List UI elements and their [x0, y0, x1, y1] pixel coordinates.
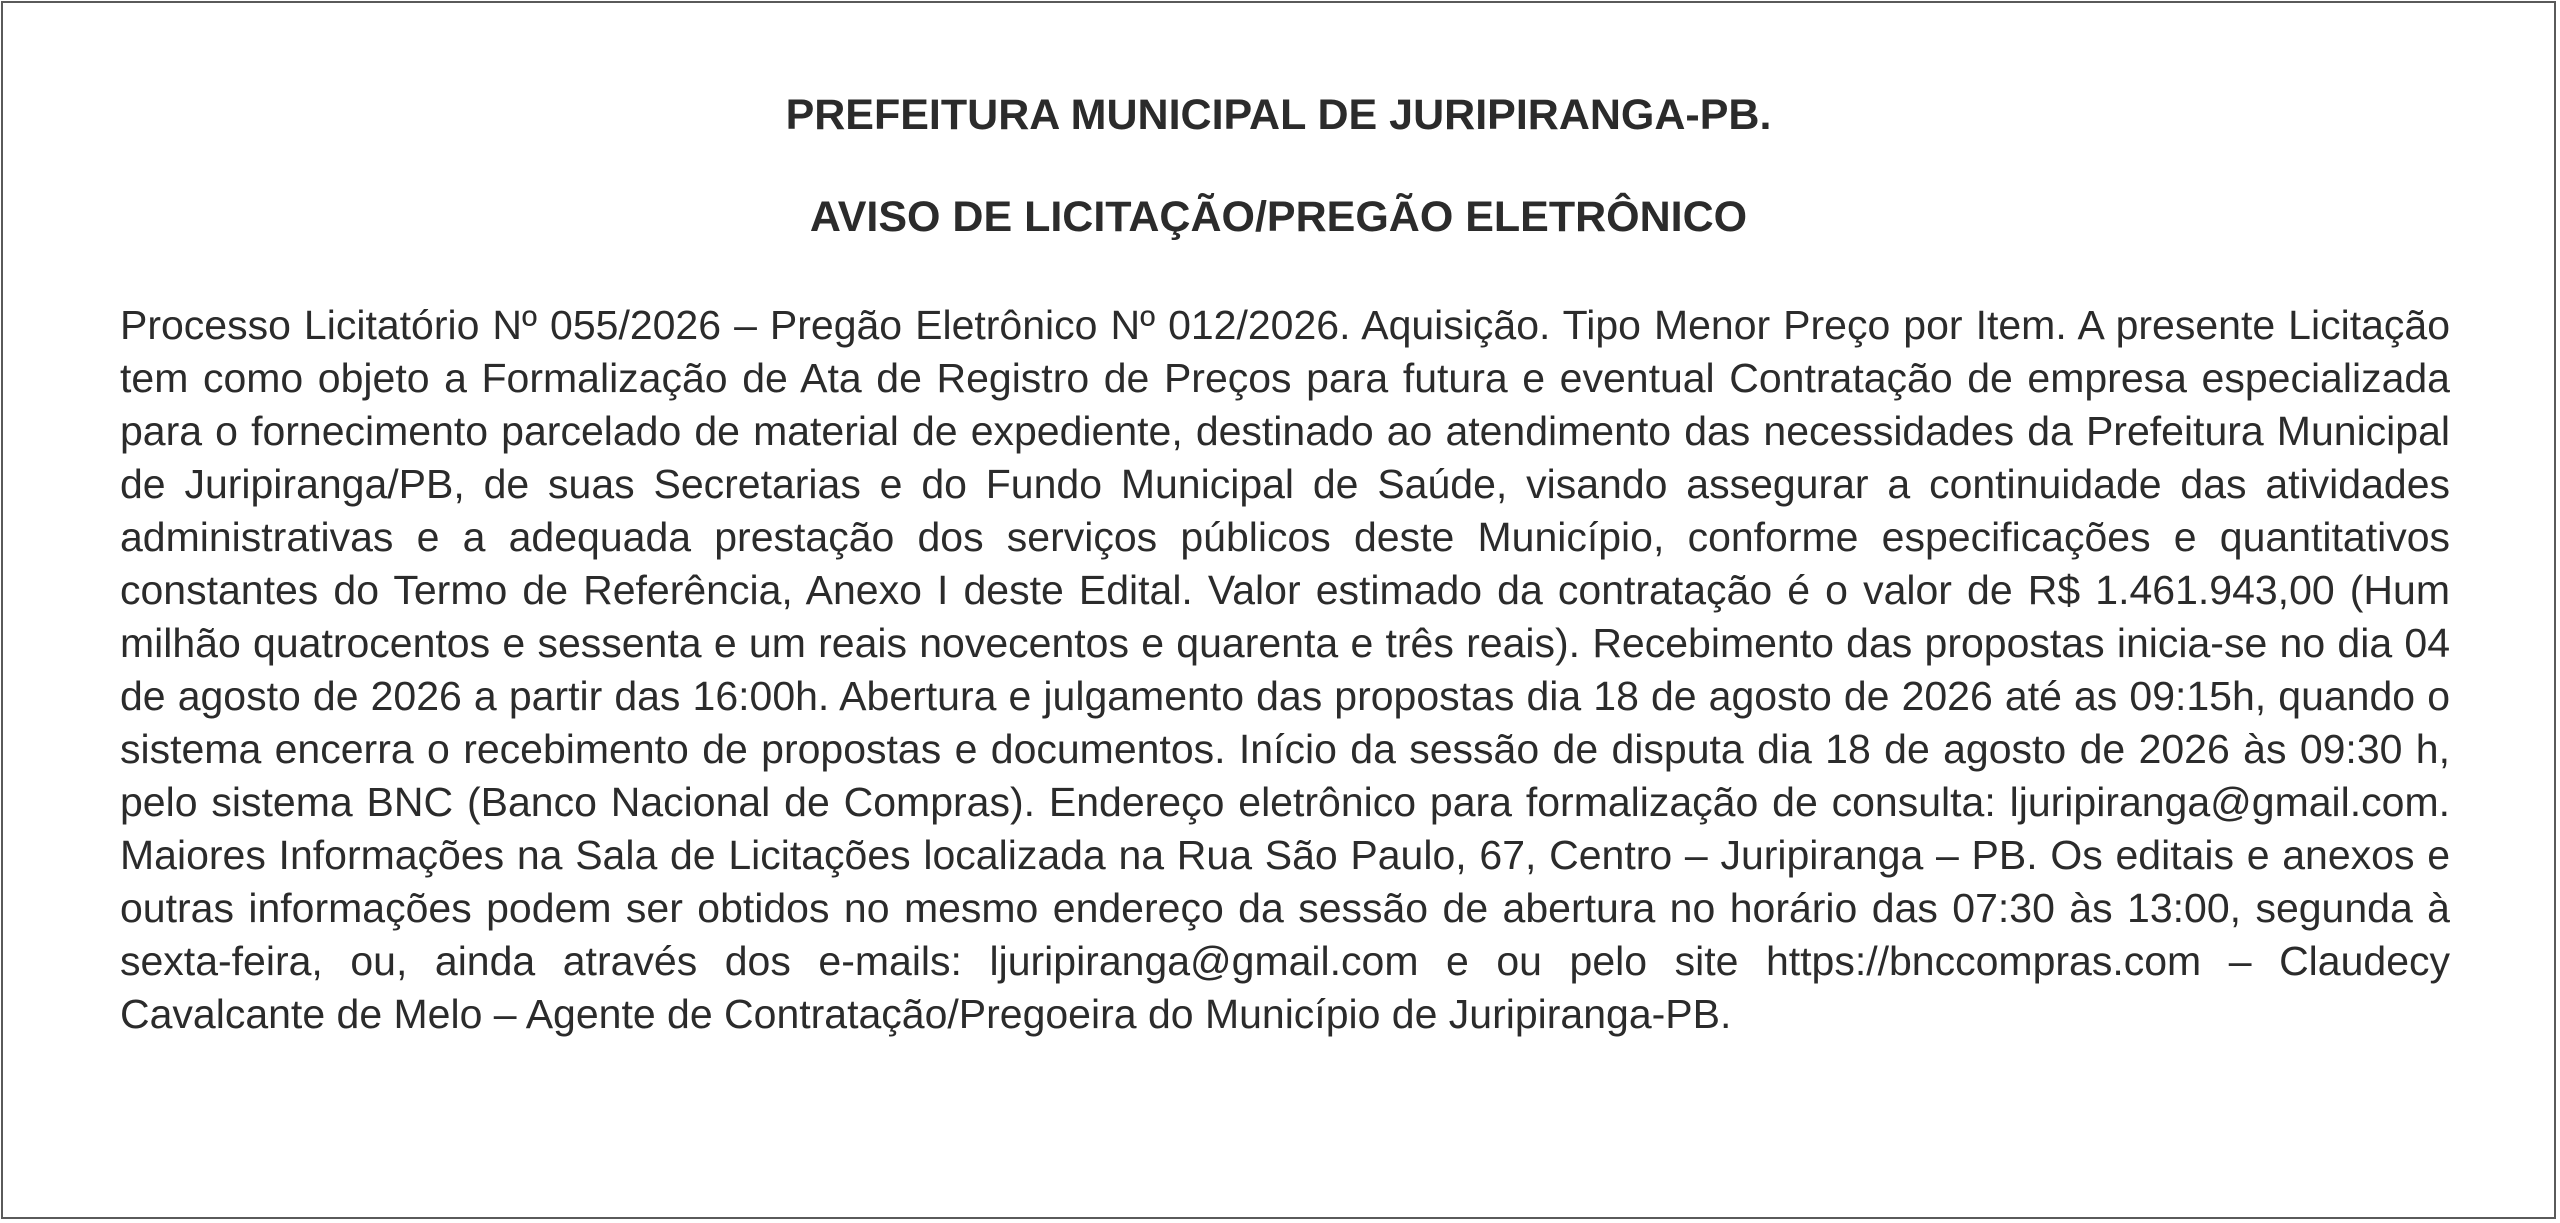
notice-frame — [1, 1, 2556, 1219]
notice-body: Processo Licitatório Nº 055/2026 – Pregão Eletrônico Nº 012/2026. Aquisição. Tipo Menor Preço por Item. A presente Licitação tem como objeto a Formalização de Ata de Registro de Preços para futura e eventual Contratação de empresa especializada para o fornecimento parcelado de material de expediente, destinado ao atendimento das necessidades da Prefeitura Municipal de Juripiranga/PB, de suas Secretarias e do Fundo Municipal de Saúde, visando assegurar a continuidade das atividades administrativas e a adequada prestação dos serviços públicos deste Município, conforme especificações e quantitativos constantes do Termo de Referência, Anexo I deste Edital. Valor estimado da contratação é o valor de R$ 1.461.943,00 (Hum milhão quatrocentos e sessenta e um reais novecentos e quarenta e três reais). Recebimento das propostas inicia-se no dia 04 de agosto de 2026 a partir das 16:00h. Abertura e julgamento das propostas dia 18 de agosto de 2026 até as 09:15h, quando o sistema encerra o recebimento de propostas e documentos. Início da sessão de disputa dia 18 de agosto de 2026 às 09:30 h, pelo sistema BNC (Banco Nacional de Compras). Endereço eletrônico para formalização de consulta: ljuripiranga@gmail.com. Maiores Informações na Sala de Licitações localizada na Rua São Paulo, 67, Centro – Juripiranga – PB. Os editais e anexos e outras informações podem ser obtidos no mesmo endereço da sessão de abertura no horário das 07:30 às 13:00, segunda à sexta-feira, ou, ainda através dos e-mails: ljuripiranga@gmail.com e ou pelo site https://bnccompras.com – Claudecy Cavalcante de Melo – Agente de Contratação/Pregoeira do Município de Juripiranga-PB. — [120, 302, 2450, 1037]
notice-title: PREFEITURA MUNICIPAL DE JURIPIRANGA-PB. — [785, 91, 1772, 139]
notice-subtitle: AVISO DE LICITAÇÃO/PREGÃO ELETRÔNICO — [809, 193, 1748, 241]
